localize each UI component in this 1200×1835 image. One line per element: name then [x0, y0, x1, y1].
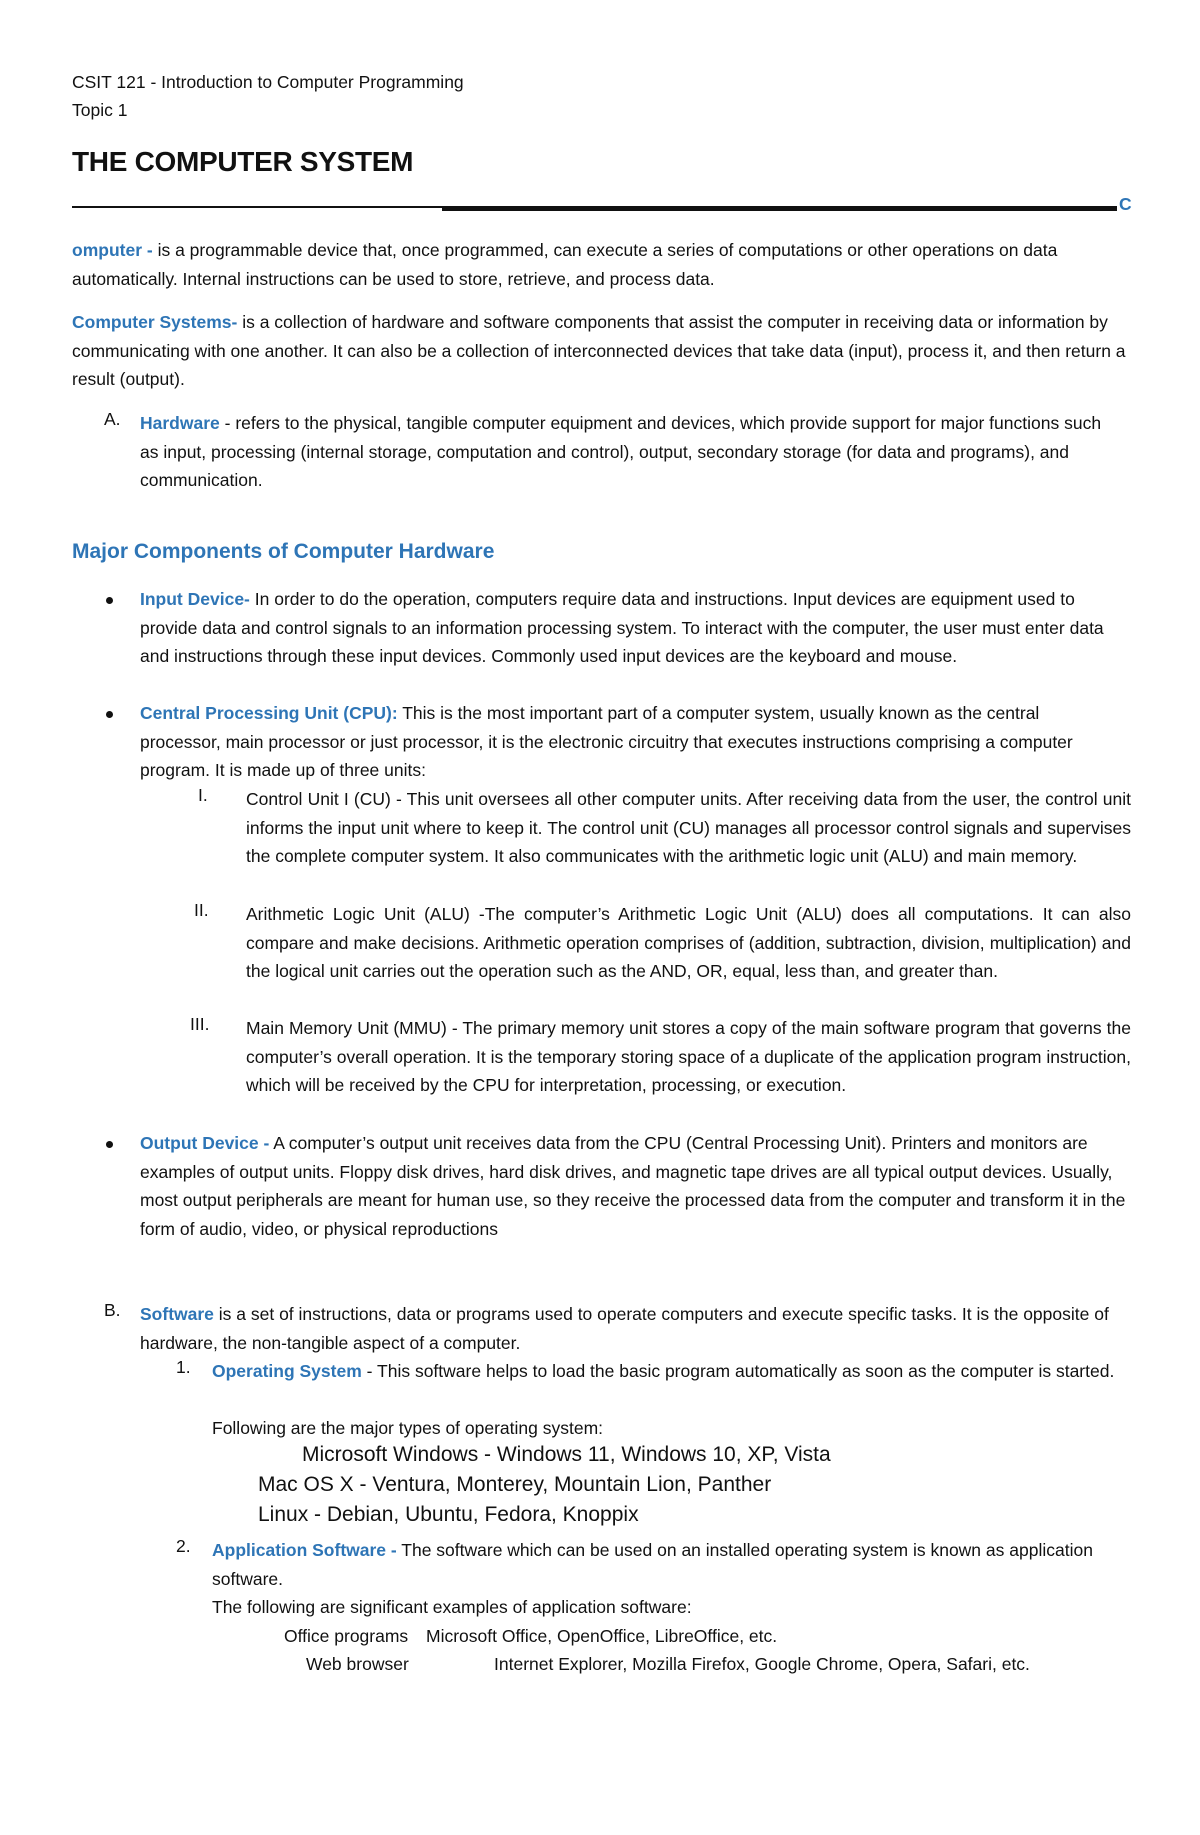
os-example: Microsoft Windows - Windows 11, Windows 10, XP, Vista [302, 1443, 831, 1466]
title-rule-thin [72, 206, 442, 208]
computer-systems-definition [72, 308, 1132, 394]
bullet-input [106, 597, 113, 604]
input-device-term: Input Device- [140, 589, 250, 609]
app-row-label: Web browser [306, 1654, 409, 1674]
app-row-label: Office programs [284, 1626, 409, 1646]
app-row-value: Microsoft Office, OpenOffice, LibreOffice, etc. [426, 1626, 778, 1646]
cpu-term: Central Processing Unit (CPU): [140, 703, 398, 723]
computer-systems-term: Computer Systems- [72, 312, 238, 332]
page-title: THE COMPUTER SYSTEM [72, 146, 414, 177]
app-row-value: Internet Explorer, Mozilla Firefox, Google Chrome, Opera, Safari, etc. [494, 1654, 1030, 1674]
os-example: Linux - Debian, Ubuntu, Fedora, Knoppix [258, 1503, 639, 1526]
cpu-unit-alu: Arithmetic Logic Unit (ALU) -The computer’s Arithmetic Logic Unit (ALU) does all computations. It can also compare and make decisions. Arithmetic operation comprises of (addition, subtraction, division, multiplication) and the logical unit carries out the operation such as the AND, OR, equal, less than, and greater than. [246, 904, 1131, 982]
computer-definition [72, 236, 1132, 293]
cpu-text: This is the most important part of a computer system, usually known as the central processor, main processor or just processor, it is the electronic circuitry that executes instructions comprising a computer program. It is made up of three units: [140, 703, 1073, 781]
output-device-text: A computer’s output unit receives data from the CPU (Central Processing Unit). Printers and monitors are examples of output units. Floppy disk drives, hard disk drives, and magnetic tape drives are all typical output devices. Usually, most output peripherals are meant for human use, so they receive the processed data from the computer and transform it in the form of audio, video, or physical reproductions [140, 1133, 1126, 1239]
bullet-output [106, 1141, 113, 1148]
app-software-intro: The following are significant examples of application software: [212, 1597, 692, 1617]
computer-term: omputer - [72, 240, 153, 260]
output-device-item [140, 1129, 1130, 1243]
cpu-unit-marker: I. [198, 785, 208, 805]
software-text: is a set of instructions, data or programs used to operate computers and execute specific tasks. It is the opposite of hardware, the non-tangible aspect of a computer. [140, 1304, 1109, 1353]
os-item [212, 1357, 1132, 1386]
os-example: Mac OS X - Ventura, Monterey, Mountain Lion, Panther [258, 1473, 772, 1496]
topic-label: Topic 1 [72, 100, 128, 120]
app-software-marker: 2. [176, 1536, 191, 1556]
app-software-term: Application Software - [212, 1540, 397, 1560]
app-software-text: The software which can be used on an installed operating system is known as application software. [212, 1540, 1093, 1589]
os-text: - This software helps to load the basic program automatically as soon as the computer is started. [361, 1361, 1115, 1381]
app-software-item [212, 1536, 1132, 1593]
os-marker: 1. [176, 1357, 191, 1377]
software-term: Software [140, 1304, 214, 1324]
cpu-unit-mmu: Main Memory Unit (MMU) - The primary memory unit stores a copy of the main software program that governs the computer’s overall operation. It is the temporary storing space of a duplicate of the application program instruction, which will be received by the CPU for interpretation, processing, or execution. [246, 1018, 1131, 1096]
bullet-cpu [106, 711, 113, 718]
computer-systems-text: is a collection of hardware and software components that assist the computer in receiving data or information by communicating with one another. It can also be a collection of interconnected devices that take data (input), process it, and then return a result (output). [72, 312, 1126, 390]
cpu-item [140, 699, 1115, 785]
os-term: Operating System [212, 1361, 362, 1381]
software-marker: B. [104, 1300, 121, 1320]
cpu-unit-marker: III. [190, 1014, 210, 1034]
title-rule-thick [442, 206, 1117, 211]
hardware-item [140, 409, 1115, 495]
rule-letter: C [1119, 194, 1132, 214]
course-name: CSIT 121 - Introduction to Computer Programming [72, 72, 464, 92]
input-device-text: In order to do the operation, computers require data and instructions. Input devices are equipment used to provide data and control signals to an information processing system. To interact with the computer, the user must enter data and instructions through these input devices. Commonly used input devices are the keyboard and mouse. [140, 589, 1104, 667]
hardware-text: - refers to the physical, tangible computer equipment and devices, which provide support for major functions such as input, processing (internal storage, computation and control), output, secondary storage (for data and programs), and communication. [140, 413, 1102, 491]
computer-text: is a programmable device that, once programmed, can execute a series of computations or other operations on data automatically. Internal instructions can be used to store, retrieve, and process data. [72, 240, 1058, 289]
cpu-unit-marker: II. [194, 900, 209, 920]
output-device-term: Output Device - [140, 1133, 270, 1153]
input-device-item [140, 585, 1115, 671]
os-intro: Following are the major types of operating system: [212, 1418, 604, 1438]
software-item [140, 1300, 1130, 1357]
cpu-unit-cu: Control Unit I (CU) - This unit oversees all other computer units. After receiving data from the user, the control unit informs the input unit where to keep it. The control unit (CU) manages all processor control signals and supervises the complete computer system. It also communicates with the arithmetic logic unit (ALU) and main memory. [246, 789, 1131, 867]
hardware-term: Hardware [140, 413, 220, 433]
major-components-heading: Major Components of Computer Hardware [72, 540, 495, 563]
hardware-marker: A. [104, 409, 121, 429]
